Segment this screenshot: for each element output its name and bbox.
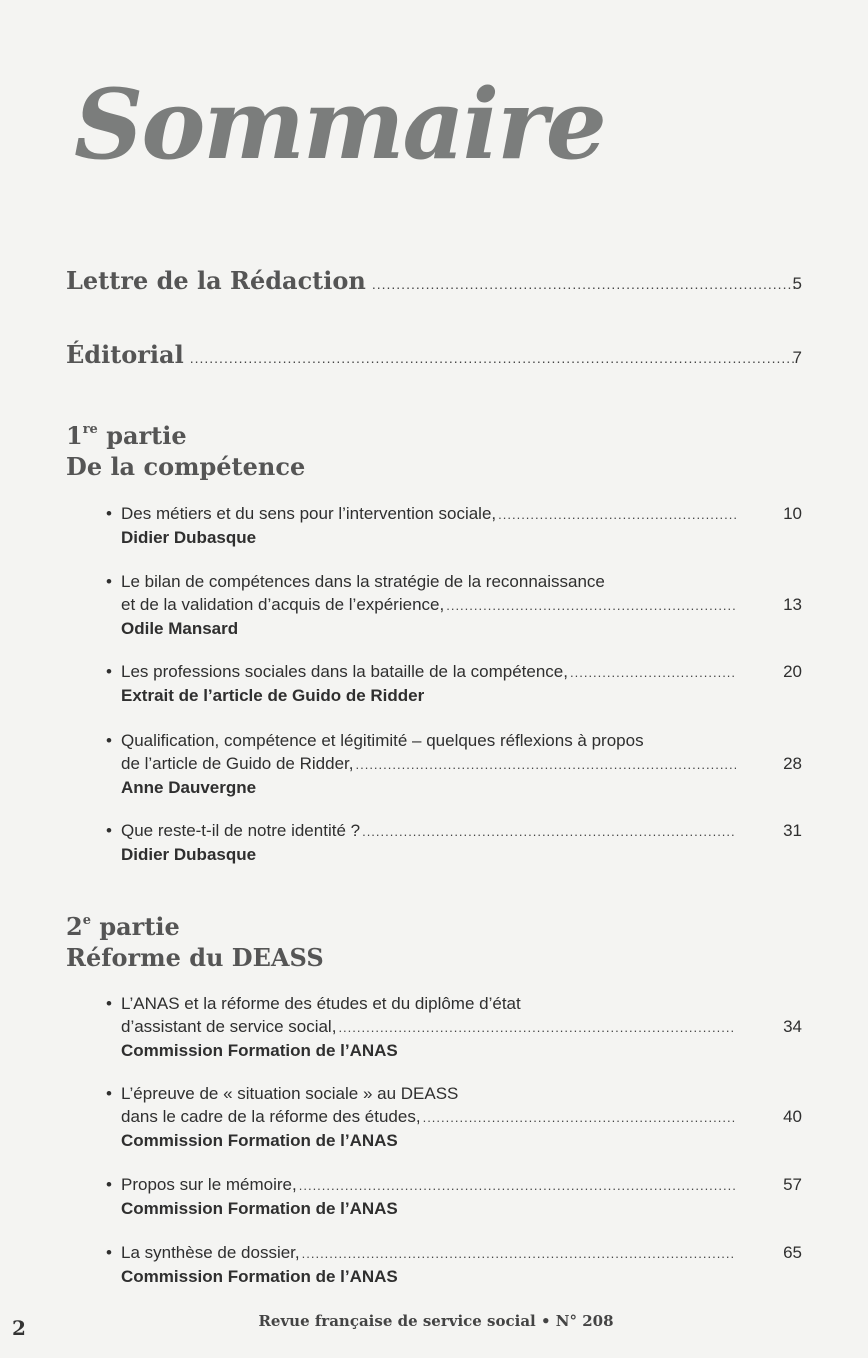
part-number: 2 (66, 912, 83, 941)
dot-leader (570, 661, 736, 684)
dot-leader (498, 503, 736, 526)
part-heading-2 (66, 905, 324, 973)
toc-entry[interactable] (106, 992, 802, 1062)
part-ordinal: re (82, 422, 98, 437)
toc-entry[interactable] (106, 819, 802, 866)
page-number: 7 (792, 348, 802, 367)
entry-title-cont: d’assistant de service social, (121, 1017, 337, 1036)
entry-title: Qualification, compétence et légitimité – quelques réflexions à propos (121, 731, 644, 750)
part-title: De la compétence (66, 452, 306, 481)
part-title: Réforme du DEASS (66, 943, 324, 972)
toc-entry[interactable] (106, 502, 802, 549)
toc-entry[interactable] (106, 1173, 802, 1220)
entry-author: Odile Mansard (121, 619, 239, 638)
dot-leader (362, 820, 736, 843)
part-word: partie (106, 421, 187, 450)
entry-title-cont: dans le cadre de la réforme des études, (121, 1107, 421, 1126)
bullet-icon: • (106, 572, 112, 591)
toc-section-lettre[interactable] (66, 266, 802, 295)
bullet-icon: • (106, 1243, 112, 1262)
entry-author: Didier Dubasque (121, 845, 257, 864)
toc-section-editorial[interactable] (66, 340, 802, 369)
dot-leader (372, 276, 796, 292)
entry-author: Commission Formation de l’ANAS (121, 1131, 398, 1150)
page-number: 5 (792, 274, 802, 293)
page-number: 65 (783, 1243, 802, 1262)
folio-page-number: 2 (12, 1316, 26, 1340)
section-label: Lettre de la Rédaction (66, 266, 366, 295)
bullet-icon: • (106, 504, 112, 523)
entry-title: Que reste-t-il de notre identité ? (121, 821, 361, 840)
page-number: 34 (783, 1017, 802, 1036)
running-footer: Revue française de service social • N° 208 (258, 1312, 614, 1330)
toc-entry[interactable] (106, 1082, 802, 1152)
part-heading-1 (66, 414, 305, 482)
entry-author: Commission Formation de l’ANAS (121, 1041, 398, 1060)
entry-author: Didier Dubasque (121, 528, 257, 547)
part-number: 1 (66, 421, 83, 450)
entry-author: Anne Dauvergne (121, 778, 257, 797)
entry-title: L’ANAS et la réforme des études et du diplôme d’état (121, 994, 521, 1013)
page-number: 28 (783, 754, 802, 773)
page-number: 57 (783, 1175, 802, 1194)
page-number: 13 (783, 595, 802, 614)
page-number: 20 (783, 662, 802, 681)
entry-title: Propos sur le mémoire, (121, 1175, 297, 1194)
entry-title: Le bilan de compétences dans la stratégie de la reconnaissance (121, 572, 605, 591)
entry-title: L’épreuve de « situation sociale » au DEASS (121, 1084, 459, 1103)
bullet-icon: • (106, 1084, 112, 1103)
entry-author: Commission Formation de l’ANAS (121, 1267, 398, 1286)
section-label: Éditorial (66, 340, 184, 369)
toc-entry[interactable] (106, 660, 802, 707)
entry-title: Les professions sociales dans la bataille de la compétence, (121, 662, 568, 681)
dot-leader (299, 1174, 736, 1197)
page-number: 40 (783, 1107, 802, 1126)
entry-title: La synthèse de dossier, (121, 1243, 300, 1262)
bullet-icon: • (106, 994, 112, 1013)
dot-leader (423, 1106, 736, 1129)
page-number: 31 (783, 821, 802, 840)
entry-title: Des métiers et du sens pour l’intervention sociale, (121, 504, 497, 523)
dot-leader (355, 753, 736, 776)
bullet-icon: • (106, 1175, 112, 1194)
entry-author: Extrait de l’article de Guido de Ridder (121, 686, 425, 705)
bullet-icon: • (106, 821, 112, 840)
part-ordinal: e (82, 913, 91, 928)
entry-title-cont: et de la validation d’acquis de l’expérience, (121, 595, 445, 614)
toc-entry[interactable] (106, 570, 802, 640)
toc-entry[interactable] (106, 1241, 802, 1288)
toc-entry[interactable] (106, 729, 802, 799)
page-title: Sommaire (74, 68, 605, 181)
entry-author: Commission Formation de l’ANAS (121, 1199, 398, 1218)
part-word: partie (99, 912, 180, 941)
dot-leader (446, 594, 736, 617)
dot-leader (302, 1242, 736, 1265)
bullet-icon: • (106, 662, 112, 681)
page-number: 10 (783, 504, 802, 523)
entry-title-cont: de l’article de Guido de Ridder, (121, 754, 354, 773)
bullet-icon: • (106, 731, 112, 750)
dot-leader (338, 1016, 736, 1039)
dot-leader (190, 350, 796, 366)
